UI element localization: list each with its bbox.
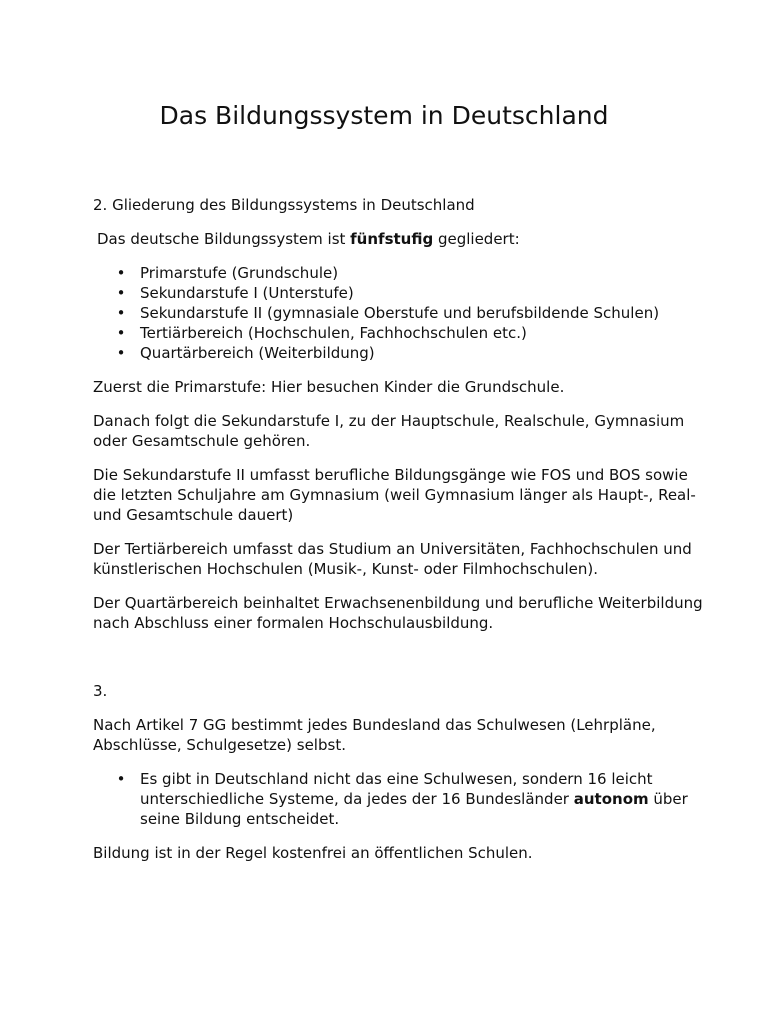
list-item-text: Sekundarstufe I (Unterstufe) [140,284,354,302]
list-item-bold-word: autonom [573,790,649,808]
paragraph-artikel-7: Nach Artikel 7 GG bestimmt jedes Bundesland das Schulwesen (Lehrpläne, Abschlüsse, Schulgesetze) selbst. [93,716,656,754]
list-item [93,263,713,283]
paragraph-sekundarstufe-2: Die Sekundarstufe II umfasst berufliche Bildungsgänge wie FOS und BOS sowie die letzten Schuljahre am Gymnasium (weil Gymnasium länger als Haupt-, Real- und Gesamtschule dauert) [93,466,696,524]
list-item-text [140,770,688,828]
bullet-icon: • [116,304,126,322]
list-item [93,769,713,829]
intro-text-end: gegliedert: [433,230,520,248]
intro-text-start: Das deutsche Bildungssystem ist [97,230,351,248]
paragraph-primarstufe: Zuerst die Primarstufe: Hier besuchen Kinder die Grundschule. [93,378,565,396]
list-item [93,323,713,343]
document-body [93,195,713,863]
list-item-text: Tertiärbereich (Hochschulen, Fachhochschulen etc.) [140,324,527,342]
schulwesen-list [93,769,713,829]
list-item [93,343,713,363]
list-item-text-end: über seine Bildung entscheidet. [140,790,688,828]
education-levels-list [93,263,713,363]
list-item-text: Quartärbereich (Weiterbildung) [140,344,375,362]
paragraph-sekundarstufe-1: Danach folgt die Sekundarstufe I, zu der Hauptschule, Realschule, Gymnasium oder Gesamtschule gehören. [93,412,685,450]
bullet-icon: • [116,284,126,302]
section-3-heading: 3. [93,682,108,700]
bullet-icon: • [116,264,126,282]
list-item [93,303,713,323]
paragraph-kostenfrei: Bildung ist in der Regel kostenfrei an öffentlichen Schulen. [93,844,533,862]
intro-bold-word: fünfstufig [350,230,434,248]
list-item-text: Primarstufe (Grundschule) [140,264,339,282]
document-title: Das Bildungssystem in Deutschland [159,101,609,130]
paragraph-tertiaerbereich: Der Tertiärbereich umfasst das Studium an Universitäten, Fachhochschulen und künstlerischen Hochschulen (Musik-, Kunst- oder Filmhochschulen). [93,540,692,578]
paragraph-quartaerbereich: Der Quartärbereich beinhaltet Erwachsenenbildung und berufliche Weiterbildung nach Abschluss einer formalen Hochschulausbildung. [93,594,703,632]
bullet-icon: • [116,324,126,342]
bullet-icon: • [116,344,126,362]
list-item-text: Sekundarstufe II (gymnasiale Oberstufe und berufsbildende Schulen) [140,304,660,322]
section-2-heading: 2. Gliederung des Bildungssystems in Deutschland [93,196,475,214]
list-item [93,283,713,303]
section-2-intro [93,229,713,249]
bullet-icon: • [116,770,126,788]
list-item-text-start: Es gibt in Deutschland nicht das eine Schulwesen, sondern 16 leicht unterschiedliche Systeme, da jedes der 16 Bundesländer [140,770,653,808]
